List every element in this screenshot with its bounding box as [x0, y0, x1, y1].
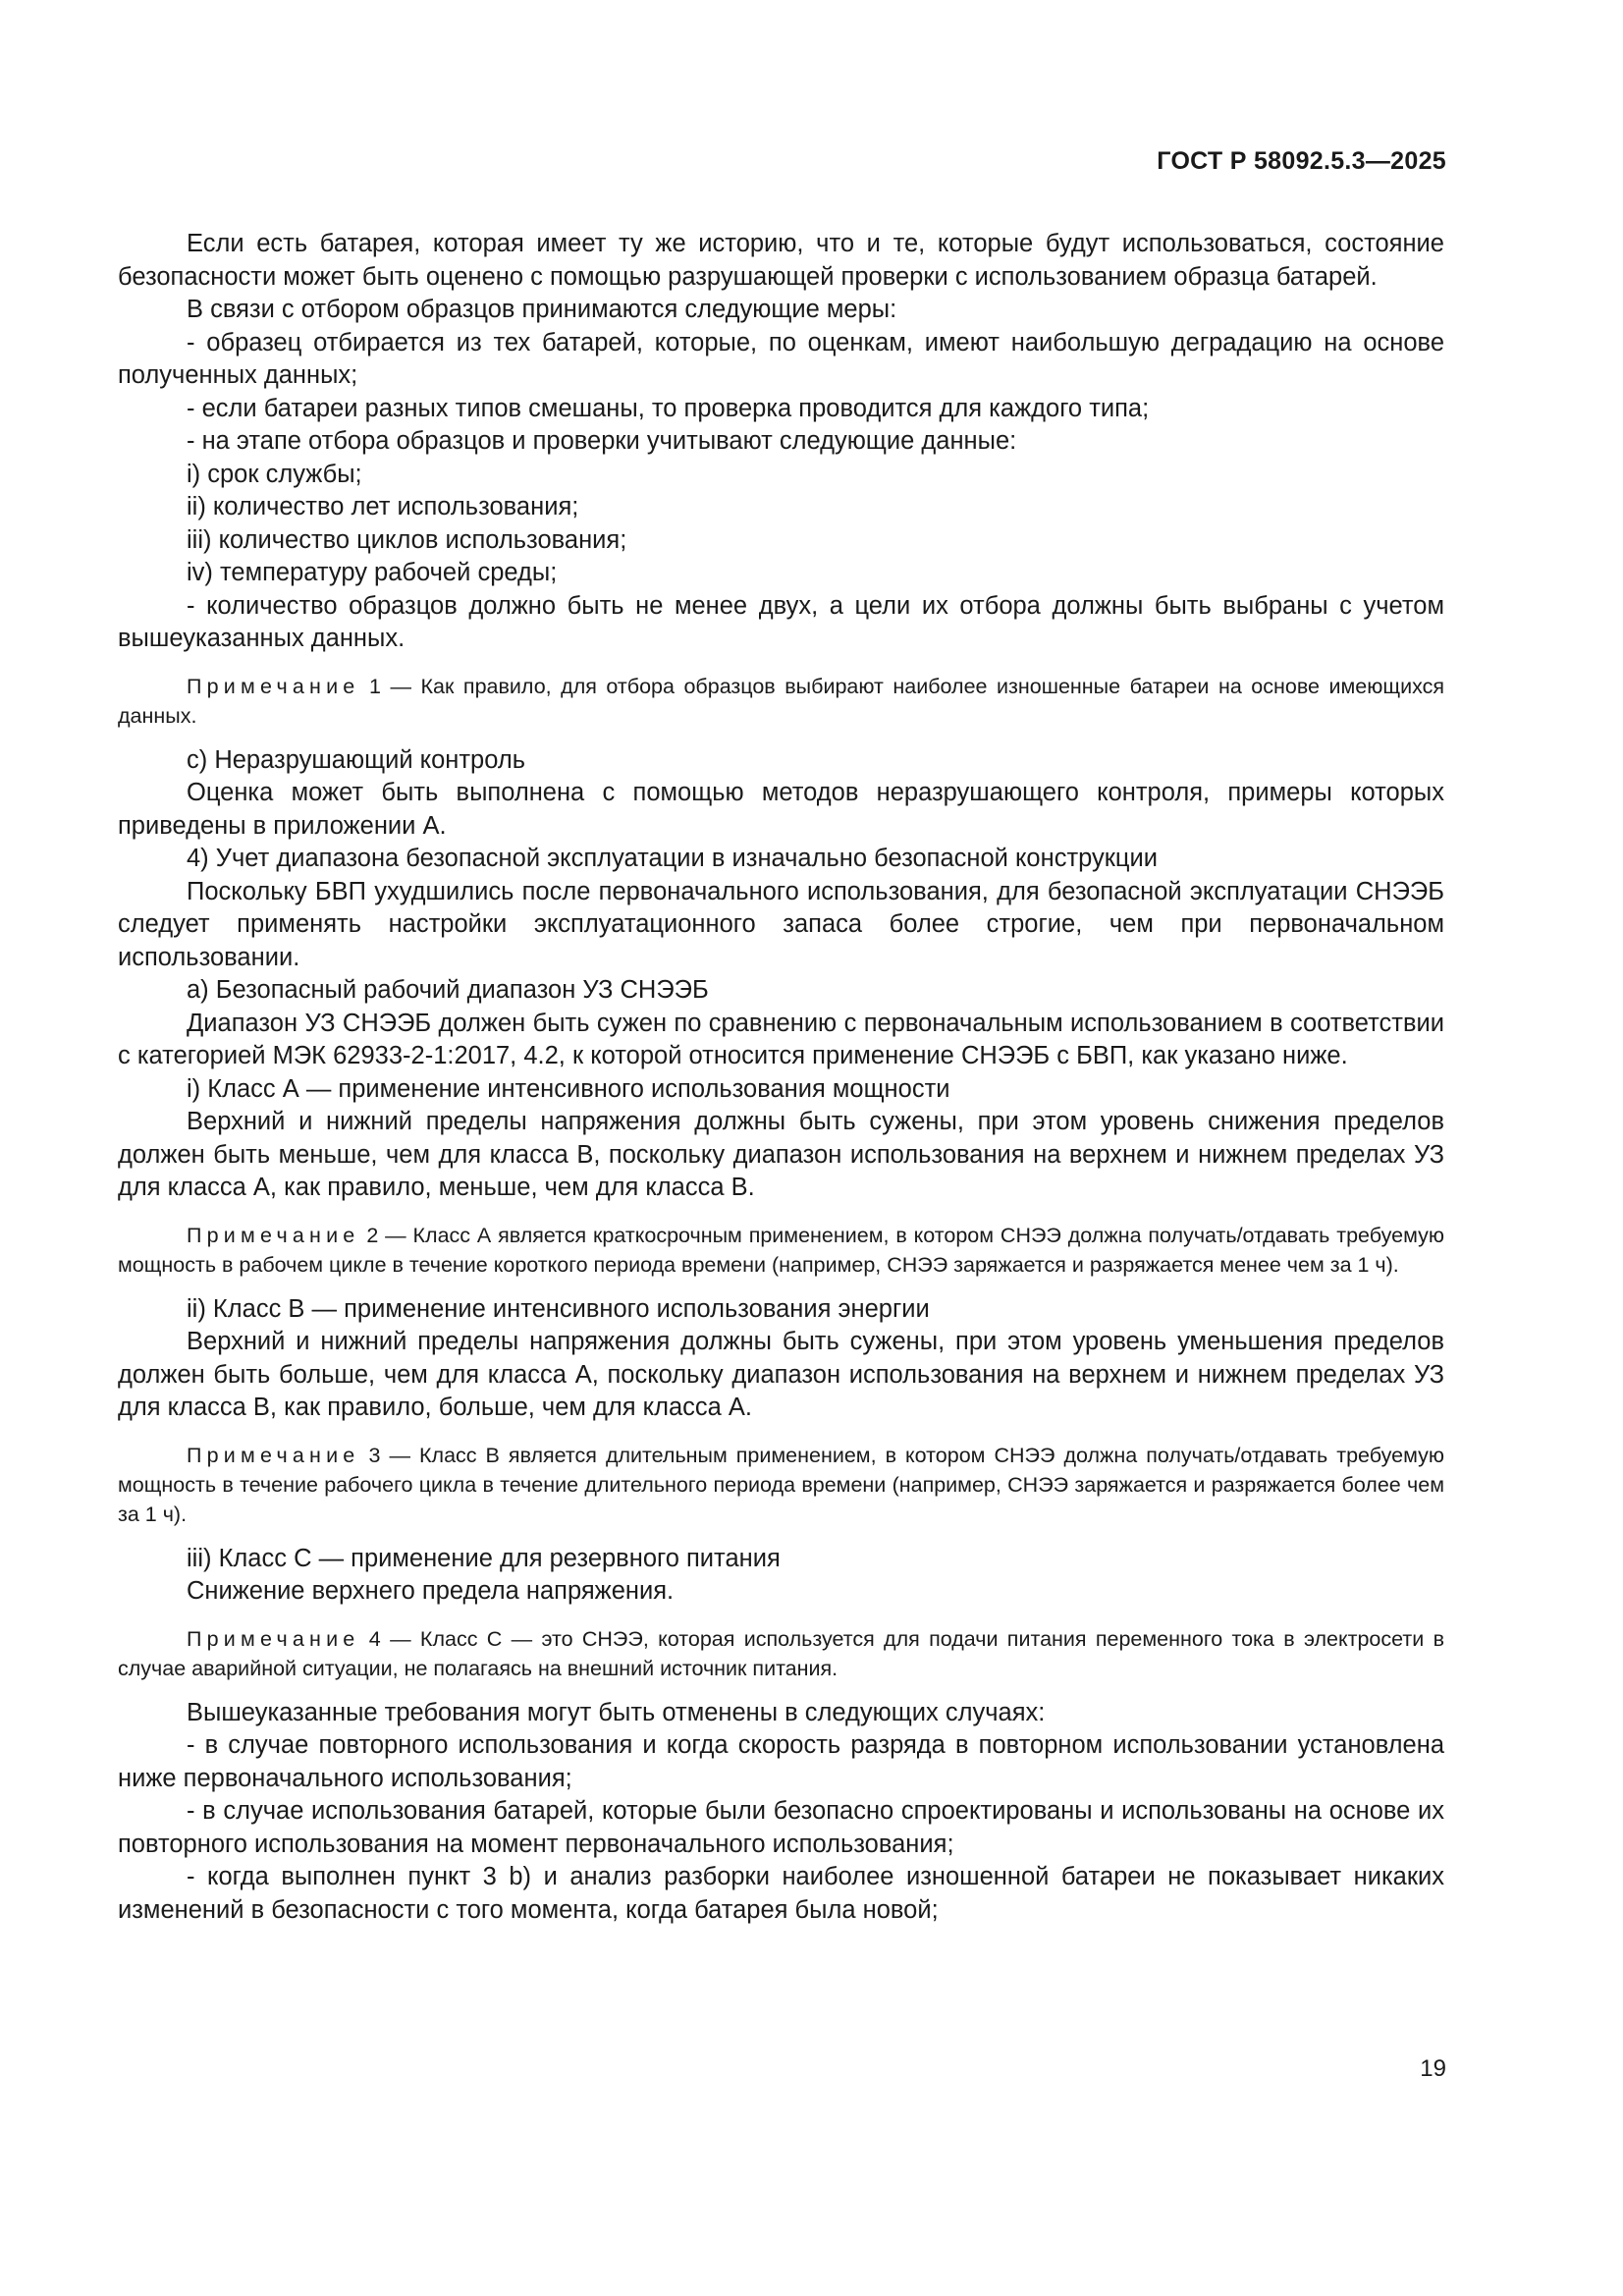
body-paragraph: - в случае использования батарей, которые были безопасно спроектированы и использованы на основе их повторного использования на момент первоначального использования;	[118, 1797, 1444, 1858]
note-label: Примечание	[187, 1626, 360, 1651]
body-paragraph: Поскольку БВП ухудшились после первоначального использования, для безопасной эксплуатации СНЭЭБ следует применять настройки эксплуатационного запаса более строгие, чем при первоначальном использовании.	[118, 877, 1444, 971]
body-paragraph: 4) Учет диапазона безопасной эксплуатации в изначально безопасной конструкции	[187, 845, 1159, 872]
body-paragraph: i) срок службы;	[187, 460, 362, 488]
note-text: 1 — Как правило, для отбора образцов выбирают наиболее изношенные батареи на основе имеющихся данных.	[118, 674, 1444, 728]
body-paragraph: Если есть батарея, которая имеет ту же историю, что и те, которые будут использоваться, состояние безопасности может быть оценено с помощью разрушающей проверки с использованием образца батарей.	[118, 230, 1444, 291]
note-paragraph	[118, 1624, 1444, 1683]
note-paragraph	[118, 1441, 1444, 1529]
body-paragraph: ii) количество лет использования;	[187, 493, 579, 520]
body-paragraph: c) Неразрушающий контроль	[187, 745, 526, 774]
note-label: Примечание	[187, 1223, 360, 1247]
body-paragraph: Диапазон УЗ СНЭЭБ должен быть сужен по сравнению с первоначальным использованием в соответствии с категорией МЭК 62933-2-1:2017, 4.2, к которой относится применение СНЭЭБ с БВП, как указано ниже.	[118, 1009, 1444, 1069]
body-paragraph: a) Безопасный рабочий диапазон УЗ СНЭЭБ	[187, 976, 709, 1004]
page-number: 19	[1420, 2055, 1446, 2082]
body-paragraph: - в случае повторного использования и когда скорость разряда в повторном использовании установлена ниже первоначального использования;	[118, 1731, 1444, 1792]
note-label: Примечание	[187, 674, 360, 698]
body-paragraph: Верхний и нижний пределы напряжения должны быть сужены, при этом уровень снижения пределов должен быть меньше, чем для класса В, поскольку диапазон использования на верхнем и нижнем пределах УЗ для класса А, как правило, меньше, чем для класса В.	[118, 1108, 1444, 1201]
note-label: Примечание	[187, 1443, 360, 1467]
body-paragraph: - образец отбирается из тех батарей, которые, по оценкам, имеют наибольшую деградацию на основе полученных данных;	[118, 328, 1444, 389]
body-paragraph: В связи с отбором образцов принимаются следующие меры:	[187, 296, 897, 323]
note-paragraph	[118, 672, 1444, 731]
note-text: 4 — Класс С — это СНЭЭ, которая используется для подачи питания переменного тока в электросети в случае аварийной ситуации, не полагаясь на внешний источник питания.	[118, 1626, 1444, 1680]
body-paragraph: ii) Класс В — применение интенсивного использования энергии	[187, 1294, 930, 1323]
body-paragraph: i) Класс А — применение интенсивного использования мощности	[187, 1074, 950, 1103]
note-text: 3 — Класс В является длительным применением, в котором СНЭЭ должна получать/отдавать требуемую мощность в течение рабочего цикла в течение длительного периода времени (например, СНЭЭ заряжается и разряжается более чем за 1 ч).	[118, 1443, 1444, 1526]
body-paragraph: iii) количество циклов использования;	[187, 525, 627, 554]
body-paragraph: - если батареи разных типов смешаны, то проверка проводится для каждого типа;	[187, 394, 1150, 422]
body-paragraph: Верхний и нижний пределы напряжения должны быть сужены, при этом уровень уменьшения пределов должен быть больше, чем для класса А, поскольку диапазон использования на верхнем и нижнем пределах УЗ для класса В, как правило, больше, чем для класса А.	[118, 1328, 1444, 1421]
body-paragraph: Вышеуказанные требования могут быть отменены в следующих случаях:	[187, 1698, 1046, 1726]
body-paragraph: Снижение верхнего предела напряжения.	[187, 1577, 675, 1605]
body-paragraph: Оценка может быть выполнена с помощью методов неразрушающего контроля, примеры которых приведены в приложении А.	[118, 779, 1444, 840]
body-paragraph: - количество образцов должно быть не менее двух, а цели их отбора должны быть выбраны с учетом вышеуказанных данных.	[118, 591, 1444, 652]
document-header-id: ГОСТ Р 58092.5.3—2025	[1157, 147, 1446, 175]
note-text: 2 — Класс А является краткосрочным применением, в котором СНЭЭ должна получать/отдавать требуемую мощность в рабочем цикле в течение короткого периода времени (например, СНЭЭ заряжается и разряжается менее чем за 1 ч).	[118, 1223, 1444, 1277]
note-paragraph	[118, 1221, 1444, 1280]
body-paragraph: iv) температуру рабочей среды;	[187, 559, 558, 586]
body-paragraph: - когда выполнен пункт 3 b) и анализ разборки наиболее изношенной батареи не показывает никаких изменений в безопасности с того момента, когда батарея была новой;	[118, 1863, 1444, 1924]
body-paragraph: iii) Класс С — применение для резервного питания	[187, 1544, 781, 1572]
body-paragraph: - на этапе отбора образцов и проверки учитывают следующие данные:	[187, 427, 1017, 455]
document-body	[118, 228, 1444, 1927]
